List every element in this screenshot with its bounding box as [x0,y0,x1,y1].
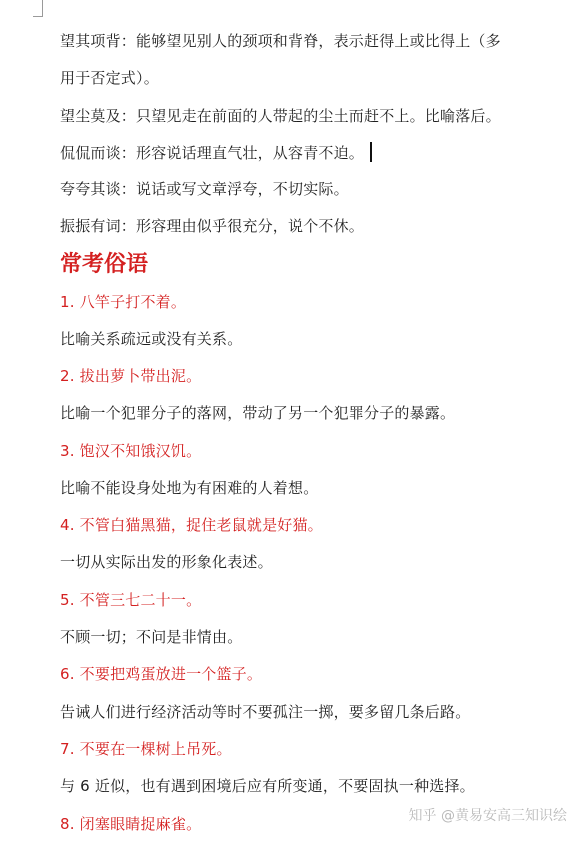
idiom-entry: 用于否定式）。 [60,69,159,87]
proverb-title: 1. 八竿子打不着。 [60,293,187,311]
idiom-entry [60,142,372,163]
idiom-entry: 望尘莫及：只望见走在前面的人带起的尘土而赶不上。比喻落后。 [60,107,501,125]
proverb-title: 3. 饱汉不知饿汉饥。 [60,442,202,460]
section-heading: 常考俗语 [60,251,149,277]
idiom-entry-text: 侃侃而谈：形容说话理直气壮，从容青不迫。 [60,144,365,162]
proverb-explanation: 比喻关系疏远或没有关系。 [60,330,243,348]
proverb-explanation: 一切从实际出发的形象化表述。 [60,553,273,571]
idiom-entry: 夸夸其谈：说话或写文章浮夸，不切实际。 [60,180,349,198]
margin-corner-mark [33,0,43,17]
proverb-title: 4. 不管白猫黑猫，捉住老鼠就是好猫。 [60,516,323,534]
text-cursor [370,142,372,162]
idiom-entry: 望其项背：能够望见别人的颈项和背脊，表示赶得上或比得上（多 [60,32,501,50]
idiom-entry: 振振有词：形容理由似乎很充分，说个不休。 [60,217,365,235]
proverb-explanation: 比喻一个犯罪分子的落网，带动了另一个犯罪分子的暴露。 [60,404,456,422]
proverb-explanation: 不顾一切；不问是非情由。 [60,628,243,646]
proverb-explanation: 与 6 近似，也有遇到困境后应有所变通，不要固执一种选择。 [60,777,475,795]
watermark: 知乎 @黄易安高三知识绘 [408,808,567,824]
proverb-explanation: 告诫人们进行经济活动等时不要孤注一掷，要多留几条后路。 [60,703,471,721]
proverb-title: 7. 不要在一棵树上吊死。 [60,740,232,758]
proverb-title: 2. 拔出萝卜带出泥。 [60,367,202,385]
proverb-explanation: 比喻不能设身处地为有困难的人着想。 [60,479,319,497]
proverb-title: 8. 闭塞眼睛捉麻雀。 [60,815,202,833]
proverb-title: 6. 不要把鸡蛋放进一个篮子。 [60,665,263,683]
proverb-title: 5. 不管三七二十一。 [60,591,202,609]
